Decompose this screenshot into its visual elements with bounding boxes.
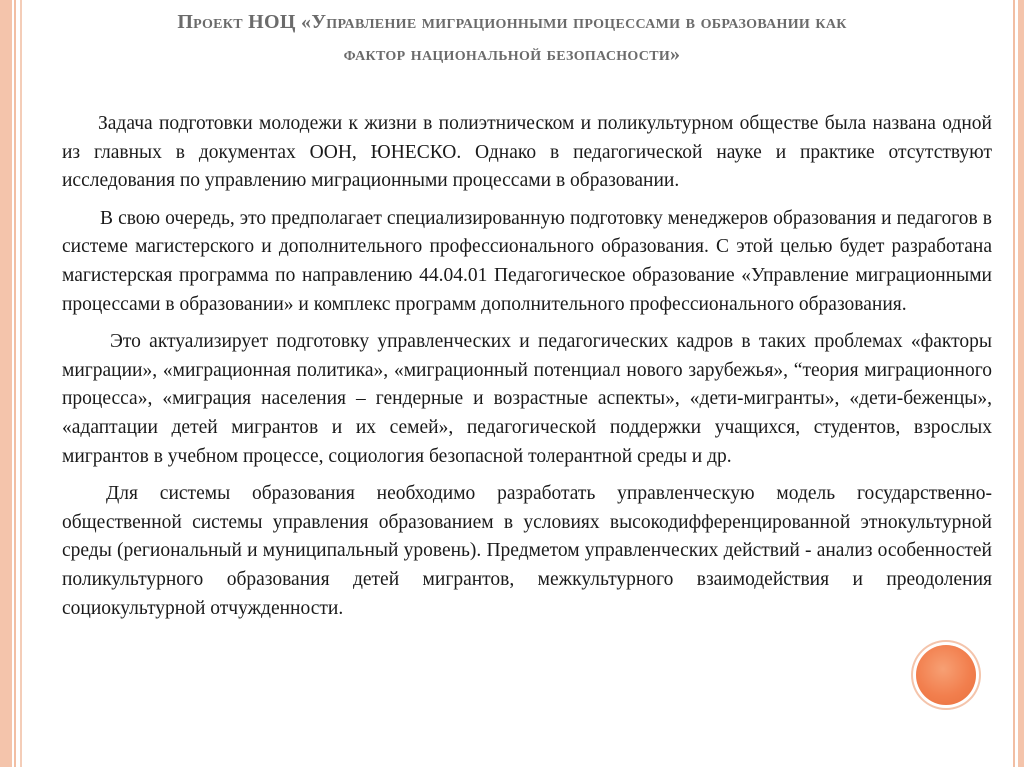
left-border-line [14,0,16,767]
right-border-line [1013,0,1015,767]
decorative-orange-circle [916,645,976,705]
left-border-stripe [0,0,12,767]
paragraph-3: Это актуализирует подготовку управленческих и педагогических кадров в таких проблемах «факторы миграции», «миграционная политика», «миграционный потенциал нового зарубежья», “теория миграционного процесса», «миграция населения – гендерные и возрастные аспекты», «дети-мигранты», «дети-беженцы», «адаптации детей мигрантов и их семей», педагогической поддержки учащихся, студентов, взрослых мигрантов в учебном процессе, социология безопасной толерантной среды и др. [62,331,992,467]
left-border-line-inner [20,0,22,767]
paragraph-1: Задача подготовки молодежи к жизни в полиэтническом и поликультурном обществе была названа одной из главных в документах ООН, ЮНЕСКО. Однако в педагогической науке и практике отсутствуют исследования по управлению миграционными процессами в образовании. [62,113,992,192]
slide-title-line-2: фактор национальной безопасности» [343,43,681,65]
paragraph-2: В свою очередь, это предполагает специализированную подготовку менеджеров образования и педагогов в системе магистерского и дополнительного профессионального образования. С этой целью будет разработана магистерская программа по направлению 44.04.01 Педагогическое образование «Управление миграционными процессами в образовании» и комплекс программ дополнительного профессионального образования. [62,207,992,315]
slide-body [62,110,992,632]
slide-title-line-1: Проект НОЦ «Управление миграционными процессами в образовании как [177,11,847,33]
slide-title [30,6,994,70]
paragraph-4: Для системы образования необходимо разработать управленческую модель государственно-общественной системы управления образованием в условиях высокодифференцированной этнокультурной среды (региональный и муниципальный уровень). Предметом управленческих действий - анализ особенностей поликультурного образования детей мигрантов, межкультурного взаимодействия и преодоления социокультурной отчужденности. [62,483,992,619]
right-border-stripe [1018,0,1024,767]
